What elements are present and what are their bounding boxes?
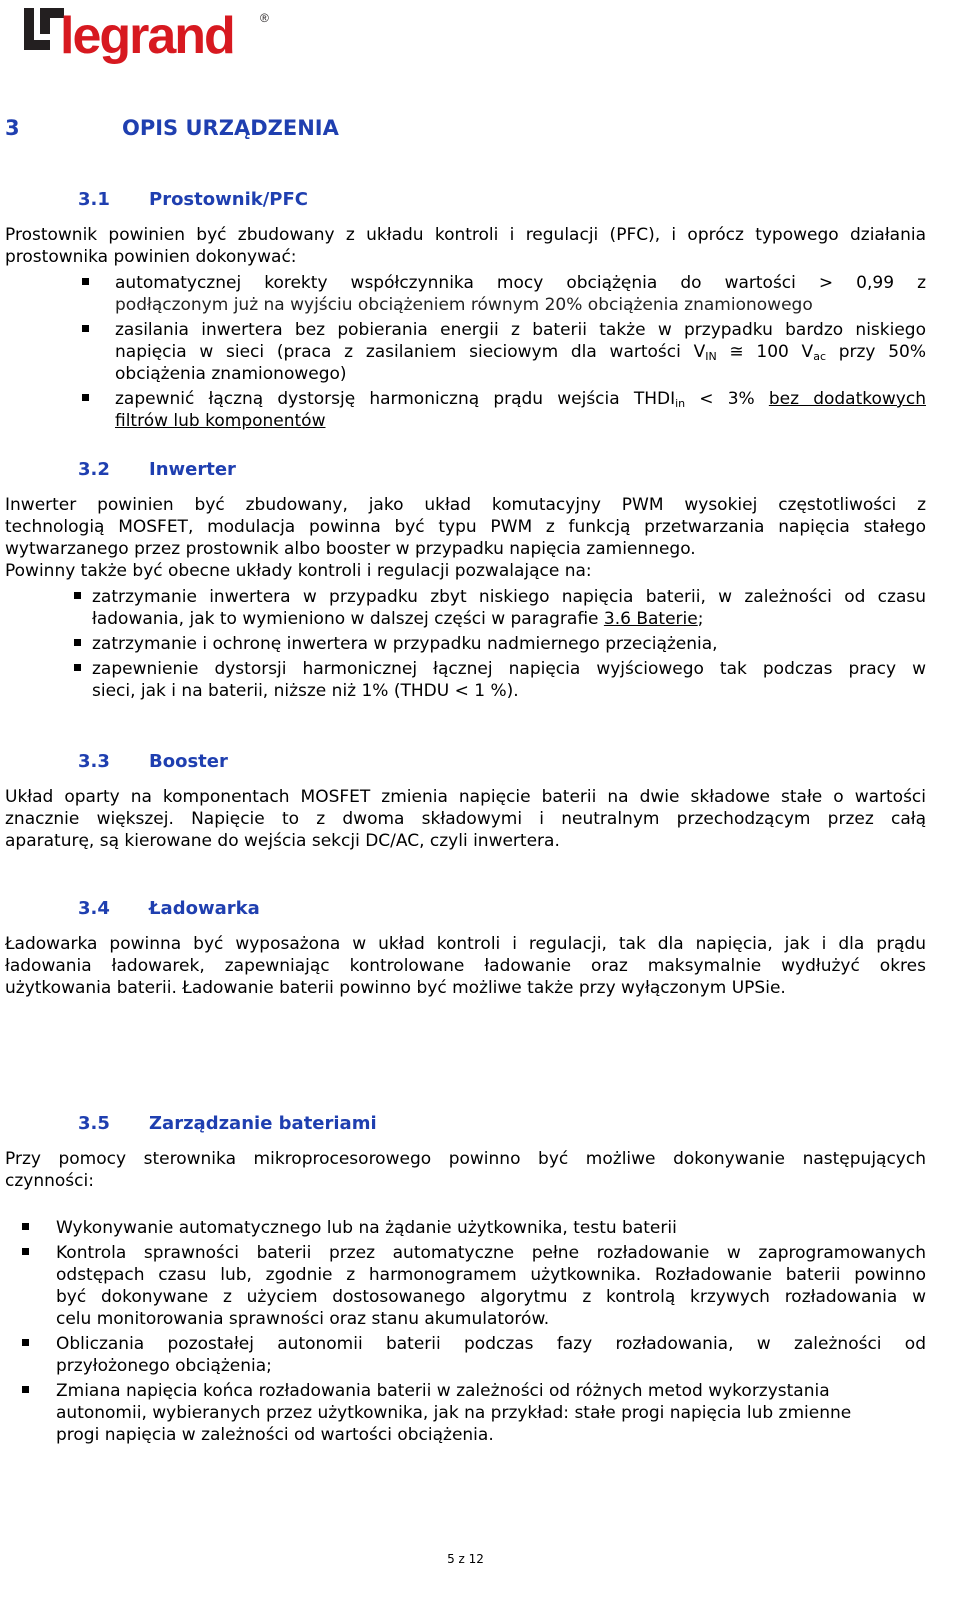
- list-3-1: [82, 272, 926, 435]
- list-item: zapewnić łączną dystorsję harmoniczną prądu wejścia $THDI_{in} < 3\%$ bez dodatkowych filtrów lub komponentów: [82, 388, 926, 432]
- list-item: zapewnienie dystorsji harmonicznej łącznej napięcia wyjściowego tak podczas pracy w sieci, jak i na baterii, niższe niż 1% (THDU < 1 %).: [74, 658, 926, 702]
- logo-graphic: [22, 6, 282, 70]
- list-3-5: [22, 1217, 926, 1449]
- link-3-6-baterie[interactable]: 3.6 Baterie: [603, 609, 698, 629]
- list-item: zatrzymanie inwertera w przypadku zbyt niskiego napięcia baterii, w zależności od czasu ładowania, jak to wymieniono w dalszej części w paragrafie 3.6 Baterie;: [74, 586, 926, 630]
- list-3-2: [74, 586, 926, 705]
- chapter-title: OPIS URZĄDZENIA: [122, 116, 339, 140]
- svg-text:®: ®: [260, 11, 269, 25]
- page-number: 5 z 12: [447, 1552, 484, 1566]
- bullet-icon: [74, 592, 81, 599]
- paragraph-3-4: Ładowarka powinna być wyposażona w układ kontroli i regulacji, tak dla napięcia, jak i dla prądu ładowania ładowarek, zapewniając kontrolowane ładowanie oraz maksymalnie wydłużyć okres użytkowania baterii. Ładowanie baterii powinno być możliwe także przy wyłączonym UPSie.: [5, 934, 926, 998]
- section-number: 3.5: [78, 1113, 110, 1134]
- list-item: zatrzymanie i ochronę inwertera w przypadku nadmiernego przeciążenia,: [74, 633, 926, 655]
- section-title: Prostownik/PFC: [149, 189, 308, 210]
- section-title: Booster: [149, 751, 228, 772]
- legrand-logo: [22, 6, 282, 70]
- paragraph-3-1-intro: Prostownik powinien być zbudowany z układu kontroli i regulacji (PFC), i oprócz typowego działania prostownika powinien dokonywać:: [5, 225, 926, 267]
- list-item: Wykonywanie automatycznego lub na żądanie użytkownika, testu baterii: [22, 1217, 926, 1239]
- bullet-icon: [22, 1386, 29, 1393]
- bullet-icon: [74, 639, 81, 646]
- bullet-icon: [82, 325, 89, 332]
- list-item: Obliczania pozostałej autonomii baterii podczas fazy rozładowania, w zależności od przyłożonego obciążenia;: [22, 1333, 926, 1377]
- bullet-icon: [74, 664, 81, 671]
- paragraph-3-3: Układ oparty na komponentach MOSFET zmienia napięcie baterii na dwie składowe stałe o wartości znacznie większej. Napięcie to z dwoma składowymi i neutralnym przechodzącym przez całą aparaturę, są kierowane do wejścia sekcji DC/AC, czyli inwertera.: [5, 787, 926, 851]
- section-title: Zarządzanie bateriami: [149, 1113, 377, 1134]
- bullet-icon: [22, 1339, 29, 1346]
- section-number: 3.4: [78, 898, 110, 919]
- paragraph-3-2: Inwerter powinien być zbudowany, jako układ komutacyjny PWM wysokiej częstotliwości z technologią MOSFET, modulacja powinna być typu PWM z funkcją przetwarzania napięcia stałego wytwarzanego przez prostownik albo booster w przypadku napięcia zamiennego. Powinny także być obecne układy kontroli i regulacji pozwalające na:: [5, 495, 926, 581]
- section-number: 3.1: [78, 189, 110, 210]
- bullet-icon: [22, 1248, 29, 1255]
- link-no-filters-cont[interactable]: filtrów lub komponentów: [115, 411, 326, 431]
- logo-wordmark: legrand: [60, 7, 234, 65]
- section-title: Ładowarka: [149, 898, 260, 919]
- bullet-icon: [82, 394, 89, 401]
- section-number: 3.3: [78, 751, 110, 772]
- section-number: 3.2: [78, 459, 110, 480]
- bullet-icon: [82, 278, 89, 285]
- paragraph-3-5: Przy pomocy sterownika mikroprocesorowego powinno być możliwe dokonywanie następujących czynności:: [5, 1149, 926, 1191]
- list-item: Zmiana napięcia końca rozładowania baterii w zależności od różnych metod wykorzystania autonomii, wybieranych przez użytkownika, jak na przykład: stałe progi napięcia lub zmienne progi napięcia w zależności od wartości obciążenia.: [22, 1380, 926, 1446]
- list-item: Kontrola sprawności baterii przez automatyczne pełne rozładowanie w zaprogramowanych odstępach czasu lub, zgodnie z harmonogramem użytkownika. Rozładowanie baterii powinno być dokonywane z użyciem dostosowanego algorytmu z kontrolą krzywych rozładowania w celu monitorowania sprawności oraz stanu akumulatorów.: [22, 1242, 926, 1330]
- list-item: zasilania inwertera bez pobierania energii z baterii także w przypadku bardzo niskiego napięcia w sieci (praca z zasilaniem sieciowym dla wartości $V_{IN}$ ≅ 100 $V_{ac}$ przy 50% obciążenia znamionowego): [82, 319, 926, 385]
- chapter-number: 3: [5, 116, 20, 140]
- bullet-icon: [22, 1223, 29, 1230]
- list-item: automatycznej korekty współczynnika mocy obciążęnia do wartości > 0,99 z podłączonym już na wyjściu obciążeniem równym 20% obciążenia znamionowego: [82, 272, 926, 316]
- section-title: Inwerter: [149, 459, 236, 480]
- link-no-filters[interactable]: bez dodatkowych: [768, 389, 926, 409]
